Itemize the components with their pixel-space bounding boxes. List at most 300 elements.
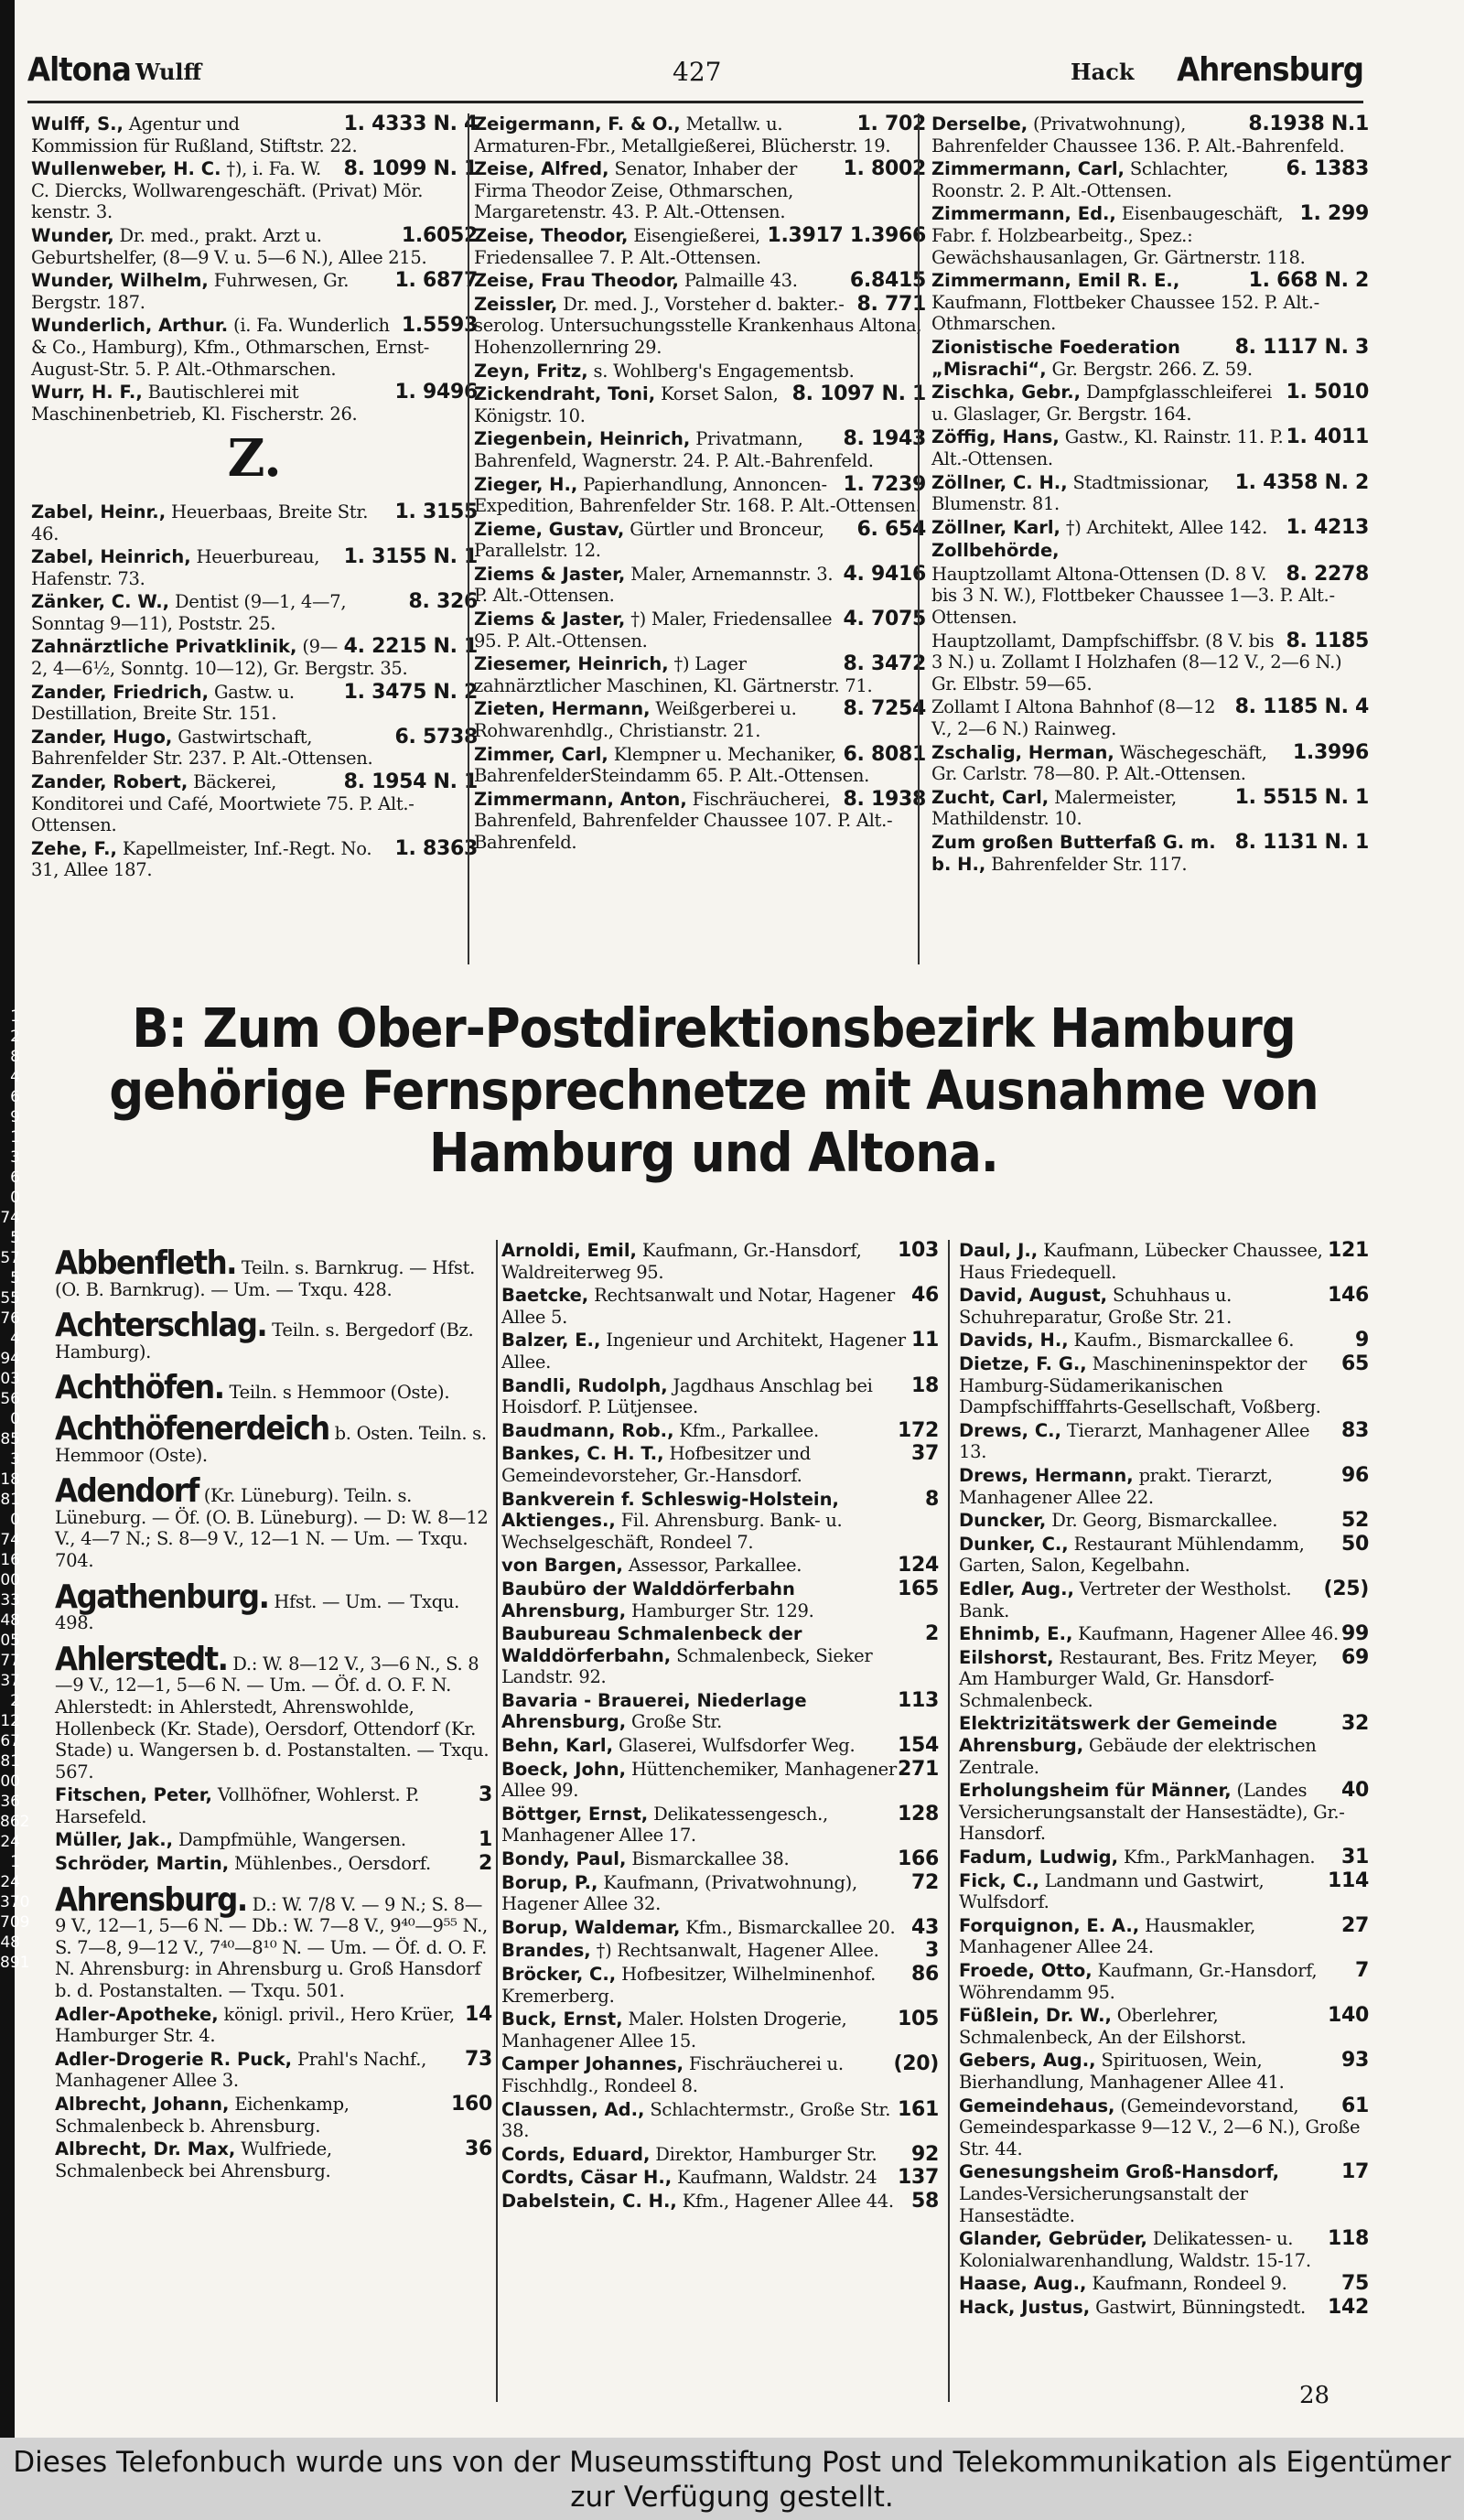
subscriber-name: Albrecht, Johann, (55, 2094, 230, 2115)
directory-entry (31, 501, 478, 544)
phone-number: 9 (1354, 1329, 1369, 1352)
directory-entry (931, 742, 1369, 785)
directory-entry (501, 1759, 939, 1802)
margin-fragment: 24 (0, 1833, 20, 1851)
directory-entry (501, 2099, 939, 2142)
directory-entry (55, 1240, 492, 1300)
directory-entry (31, 225, 478, 268)
margin-fragment: 370 (0, 1893, 30, 1912)
entry-details: (i. Fa. Wunderlich & Co., Hamburg), Kfm., Othmarschen, Ernst-August-Str. 5. P. Alt.-Othmarschen. (31, 315, 430, 380)
phone-number: 1.3917 1.3966 (767, 223, 926, 247)
phone-number: 83 (1340, 1418, 1369, 1442)
entry-details: Teiln. s. Bergedorf (Bz. Hamburg). (55, 1319, 474, 1362)
phone-number: 6. 5738 (394, 725, 478, 748)
entry-details: Bahrenfelder Str. 117. (991, 853, 1188, 875)
margin-fragment: 862 (0, 1813, 30, 1831)
margin-fragment: 12 (0, 1712, 20, 1730)
directory-entry (31, 270, 478, 313)
directory-entry (959, 2228, 1369, 2271)
entry-details: Große Str. (631, 1711, 723, 1733)
directory-entry (959, 1330, 1369, 1352)
subscriber-name: Zabel, Heinrich, (31, 546, 191, 568)
entry-details: Kaufmann, (Privatwohnung), Hagener Allee 32. (501, 1871, 857, 1915)
entry-details: Tierarzt, Manhagener Allee 13. (959, 1419, 1310, 1463)
bottom-page-number: 28 (1299, 2382, 1330, 2409)
directory-entry (501, 1285, 939, 1328)
subscriber-name: Wurr, H. F., (31, 382, 143, 404)
subscriber-name: Buck, Ernst, (501, 2008, 623, 2030)
margin-fragment: 36 (0, 1793, 20, 1811)
phone-number: (25) (1323, 1577, 1369, 1600)
section-b-heading: B: Zum Ober-Postdirektionsbezirk Hamburg gehörige Fernsprechnetze mit Ausnahme von Hamburg und Altona. (109, 996, 1319, 1184)
entry-details: Dentist (9—1, 4—7, Sonntag 9—11), Poststr. 25. (31, 591, 347, 634)
entry-list (31, 113, 478, 425)
phone-number: 105 (897, 2008, 939, 2031)
margin-fragment: 48 (0, 1611, 20, 1630)
directory-entry (55, 1877, 492, 2002)
letter-heading: Z. (227, 428, 282, 490)
margin-fragment: 67 (0, 1732, 20, 1750)
phone-number: 4. 7075 (843, 608, 926, 631)
entry-details: Ingenieur und Architekt, Hagener Allee. (501, 1330, 906, 1373)
directory-entry (501, 1964, 939, 2007)
entry-details: Hofbesitzer und Gemeindevorsteher, Gr.-Hansdorf. (501, 1443, 811, 1486)
subscriber-name: Bondy, Paul, (501, 1848, 627, 1870)
phone-number: 1. 4333 N. 4 (343, 113, 478, 135)
entry-details: Eisenbaugeschäft, Fabr. f. Holzbearbeitg., Spez.: Gewächshausanlagen, Gr. Gärtnerstr. 118. (931, 203, 1306, 268)
phone-number: 1. 5010 (1286, 381, 1369, 404)
entry-details: Hfst. — Um. — Txqu. 498. (55, 1590, 460, 1634)
directory-entry (501, 2191, 939, 2213)
subscriber-name: Bankverein f. Schleswig-Holstein, Aktienges., (501, 1488, 839, 1532)
entry-list (474, 113, 926, 854)
directory-entry (501, 1623, 939, 1688)
directory-entry (55, 2138, 492, 2181)
directory-entry (474, 113, 926, 156)
directory-entry (959, 1915, 1369, 1958)
subscriber-name: Brandes, (501, 1940, 591, 1962)
entry-details: Teiln. s Hemmoor (Oste). (229, 1382, 450, 1404)
directory-entry (501, 1375, 939, 1418)
directory-entry (959, 1647, 1369, 1712)
subscriber-name: Zischka, Gebr., (931, 382, 1082, 404)
subscriber-name: Borup, Waldemar, (501, 1916, 681, 1938)
header-page-number: 427 (673, 57, 722, 87)
phone-number: (20) (893, 2052, 939, 2076)
column-divider (948, 1240, 950, 2402)
phone-number: 161 (897, 2097, 939, 2121)
phone-number: 165 (897, 1577, 939, 1600)
entry-details: Agentur und Kommission für Rußland, Stiftstr. 22. (31, 113, 358, 156)
directory-entry (55, 2049, 492, 2092)
subscriber-name: Zollbehörde, (931, 540, 1060, 562)
subscriber-name: Zander, Friedrich, (31, 681, 210, 703)
entry-details: Senator, Inhaber der Firma Theodor Zeise, Othmarschen, Margaretenstr. 43. P. Alt.-Ottensen. (474, 158, 798, 223)
entry-details: D.: W. 7/8 V. — 9 N.; S. 8—9 V., 12—1, 5—6 N. — Db.: W. 7—8 V., 9⁴⁰—9⁵⁵ N., S. 7—8, 9—12 V., 7⁴⁰—8¹⁰ N. — Um. — Öf. d. O. F. N. Ahrensburg: in Ahrensburg u. Groß Hansdorf b. d. Postanstalten. — Txqu. 501. (55, 1893, 488, 2002)
margin-fragment: 48 (0, 1933, 20, 1952)
subscriber-name: Fick, C., (959, 1869, 1039, 1891)
directory-entry (501, 1872, 939, 1915)
column-b-top (474, 113, 926, 856)
directory-entry (959, 1510, 1369, 1532)
phone-number: 124 (897, 1554, 939, 1578)
entry-details: Kfm., Hagener Allee 44. (682, 2190, 894, 2212)
directory-entry (931, 832, 1369, 875)
margin-fragment: 55 (0, 1289, 20, 1308)
entry-details: Gastwirt, Bünningstedt. (1095, 2296, 1306, 2318)
entry-details: †), i. Fa. W. C. Diercks, Wollwarengeschäft. (Privat) Mör. kenstr. 3. (31, 158, 424, 223)
entry-details: Fil. Ahrensburg. Bank- u. Wechselgeschäft, Rondeel 7. (501, 1510, 843, 1553)
margin-fragment: 85 (0, 1430, 20, 1448)
entry-details: Schmalenbeck, Sieker Landstr. 92. (501, 1644, 873, 1688)
subscriber-name: Behn, Karl, (501, 1735, 614, 1757)
phone-number: 43 (910, 1915, 939, 1939)
phone-number: 93 (1340, 2049, 1369, 2073)
subscriber-name: Zander, Robert, (31, 771, 188, 793)
margin-fragment: 24 (0, 1873, 20, 1891)
subscriber-name: Cords, Eduard, (501, 2143, 651, 2165)
subscriber-name: Borup, P., (501, 1871, 598, 1893)
phone-number: 8 (924, 1487, 939, 1511)
subscriber-name: David, August, (959, 1285, 1108, 1307)
phone-number: 99 (1340, 1622, 1369, 1646)
phone-number: 8. 3472 (843, 652, 926, 676)
directory-entry (501, 1690, 939, 1733)
subscriber-name: Wullenweber, H. C. (31, 158, 221, 180)
entry-details: Landmann und Gastwirt, Wulfsdorf. (959, 1869, 1265, 1913)
column-a-top (31, 113, 478, 883)
phone-number: 8. 7254 (843, 697, 926, 721)
phone-number: 72 (910, 1870, 939, 1894)
directory-entry (931, 696, 1369, 739)
phone-number: 3 (478, 1783, 492, 1807)
subscriber-name: Zeigermann, F. & O., (474, 113, 681, 135)
margin-fragment: 4 (10, 1330, 20, 1348)
phone-number: 61 (1340, 2094, 1369, 2117)
entry-details: (9—2, 4—6½, Sonntg. 10—12), Gr. Bergstr. 35. (31, 636, 408, 680)
phone-number: 2 (478, 1852, 492, 1876)
phone-number: 1. 3155 (394, 500, 478, 523)
subscriber-name: Wunder, (31, 224, 114, 246)
phone-number: 50 (1340, 1532, 1369, 1556)
phone-number: 8. 1099 N. 1 (343, 157, 478, 181)
margin-fragment: 1 (10, 1853, 20, 1871)
phone-number: 1. 8363 (394, 836, 478, 860)
phone-number: 1. 8002 (843, 157, 926, 181)
margin-fragment: 3 (10, 1450, 20, 1469)
page-header (27, 46, 1363, 92)
phone-number: 1.6052 (401, 223, 478, 247)
directory-entry (959, 1870, 1369, 1913)
entry-details: Delikatessengesch., Manhagener Allee 17. (501, 1803, 828, 1847)
directory-entry (959, 1534, 1369, 1577)
directory-entry (931, 337, 1369, 380)
phone-number: 36 (464, 2138, 492, 2161)
directory-entry (959, 1240, 1369, 1283)
subscriber-name: Zieten, Hermann, (474, 698, 651, 720)
subscriber-name: Froede, Otto, (959, 1960, 1093, 1981)
subscriber-name: Zahnärztliche Privatklinik, (31, 636, 297, 658)
directory-entry (31, 113, 478, 156)
directory-entry (501, 1578, 939, 1621)
column-b-bottom (501, 1240, 939, 2214)
margin-fragment: 56 (0, 1390, 20, 1408)
entry-details: †) Rechtsanwalt, Hagener Allee. (596, 1940, 879, 1962)
entry-details: D.: W. 8—12 V., 3—6 N., S. 8—9 V., 12—1, 5—6 N. — Um. — Öf. d. O. F. N. Ahlerstedt: in Ahlerstedt, Ahrenswohlde, Hollenbeck (Kr. Stade), Oersdorf, Ottendorf (Kr. Stade) u. Wangersen b. d. Postanstalten. — Txqu. 567. (55, 1653, 490, 1782)
subscriber-name: Gebers, Aug., (959, 2050, 1096, 2072)
entry-details: Kaufmann, Gr.-Hansdorf, Wöhrendamm 95. (959, 1960, 1318, 2003)
entry-details: (Landes Versicherungsanstalt der Hansestädte), Gr.-Hansdorf. (959, 1780, 1345, 1845)
subscriber-name: Eilshorst, (959, 1646, 1054, 1668)
entry-details: Maler, Arnemannstr. 3. P. Alt.-Ottensen. (474, 563, 834, 607)
entry-details: Hauptzollamt Altona-Ottensen (D. 8 V. bis 3 N. W.), Flottbeker Chaussee 1—3. P. Alt.-Ottensen. (931, 563, 1335, 629)
entry-details: Restaurant Mühlendamm, Garten, Salon, Kegelbahn. (959, 1533, 1305, 1577)
directory-entry (474, 383, 926, 426)
entry-details: Jagdhaus Anschlag bei Hoisdorf. P. Lütjensee. (501, 1374, 873, 1418)
entry-details: Vollhöfner, Wohlerst. P. Harsefeld. (55, 1784, 420, 1827)
entry-details: Palmaille 43. (684, 270, 798, 292)
subscriber-name: Böttger, Ernst, (501, 1803, 649, 1825)
entry-details: s. Wohlberg's Engagementsb. (593, 360, 855, 382)
entry-details: Hüttenchemiker, Manhagener Allee 99. (501, 1758, 897, 1802)
phone-number: 37 (910, 1442, 939, 1466)
directory-entry (931, 113, 1369, 156)
subscriber-name: Zänker, C. W., (31, 591, 170, 613)
phone-number: 146 (1327, 1284, 1369, 1308)
column-divider (468, 113, 469, 964)
subscriber-name: Glander, Gebrüder, (959, 2228, 1147, 2250)
margin-fragment: 94 (0, 1350, 20, 1368)
phone-number: 8. 1097 N. 1 (791, 382, 926, 406)
phone-number: 11 (910, 1329, 939, 1352)
subscriber-name: Drews, Hermann, (959, 1464, 1134, 1486)
directory-entry (31, 382, 478, 425)
subscriber-name: Cordts, Cäsar H., (501, 2167, 673, 2189)
phone-number: 1. 702 (856, 113, 926, 135)
directory-entry (959, 1713, 1369, 1778)
directory-entry (31, 838, 478, 881)
subscriber-name: Claussen, Ad., (501, 2098, 645, 2120)
directory-entry (501, 1420, 939, 1442)
subscriber-name: Baubureau Schmalenbeck der Walddörferbahn, (501, 1623, 802, 1666)
subscriber-name: Zimmermann, Carl, (931, 158, 1125, 180)
phone-number: 2 (924, 1622, 939, 1646)
margin-fragment: 9 (10, 1108, 20, 1126)
town-name: Ahlerstedt. (55, 1640, 228, 1678)
entry-details: Prahl's Nachf., Manhagener Allee 3. (55, 2048, 426, 2092)
entry-details: †) Lager zahnärztlicher Maschinen, Kl. Gärtnerstr. 71. (474, 653, 873, 696)
phone-number: 8. 1938 (843, 787, 926, 811)
margin-fragment: 76 (0, 1309, 20, 1328)
subscriber-name: Ziesemer, Heinrich, (474, 653, 669, 675)
directory-entry (501, 1240, 939, 1283)
subscriber-name: Zimmer, Carl, (474, 743, 608, 765)
entry-details: Privatmann, Bahrenfeld, Wagnerstr. 24. P. Alt.-Bahrenfeld. (474, 428, 874, 471)
phone-number: 8. 2278 (1286, 562, 1369, 586)
column-a-bottom (55, 1240, 492, 2183)
directory-entry (55, 2004, 492, 2047)
entry-details: Eisengießerei, Friedensallee 7. P. Alt.-Ottensen. (474, 224, 761, 268)
margin-fragment: 74 (0, 1531, 20, 1549)
directory-entry (931, 472, 1369, 515)
subscriber-name: Erholungsheim für Männer, (959, 1780, 1232, 1802)
phone-number: 69 (1340, 1645, 1369, 1669)
subscriber-name: Zeise, Frau Theodor, (474, 270, 679, 292)
subscriber-name: Zimmermann, Anton, (474, 788, 687, 810)
entry-details: Korset Salon, Königstr. 10. (474, 383, 779, 426)
entry-list (501, 1240, 939, 2213)
town-name: Agathenburg. (55, 1578, 269, 1616)
entry-details: Bäckerei, Konditorei und Café, Moortwiete 75. P. Alt.-Ottensen. (31, 771, 414, 836)
entry-details: Dr. med., prakt. Arzt u. Geburtshelfer, (8—9 V. u. 5—6 N.), Allee 215. (31, 224, 427, 268)
phone-number: 8. 326 (408, 590, 478, 614)
phone-number: 103 (897, 1239, 939, 1262)
margin-fragment: 8 (10, 1048, 20, 1066)
entry-details: Maschineninspektor der Hamburg-Südamerikanischen Dampfschifffahrts-Gesellschaft, Voßberg. (959, 1352, 1321, 1418)
directory-entry (931, 426, 1369, 469)
subscriber-name: Balzer, E., (501, 1330, 601, 1352)
entry-details: Kfm., ParkManhagen. (1123, 1847, 1316, 1868)
entry-details: Wäschegeschäft, Gr. Carlstr. 78—80. P. Alt.-Ottensen. (931, 741, 1267, 785)
margin-fragment: 5 (10, 1269, 20, 1287)
margin-fragment: 709 (0, 1913, 30, 1932)
entry-details: Dampfglasschleiferei u. Glaslager, Gr. Bergstr. 164. (931, 382, 1273, 425)
margin-fragment: 81 (0, 1491, 20, 1509)
subscriber-name: Genesungsheim Groß-Hansdorf, (959, 2161, 1280, 2183)
town-name: Ahrensburg. (55, 1880, 247, 1919)
phone-number: 8. 1185 (1286, 629, 1369, 652)
town-name: Achthöfen. (55, 1369, 224, 1407)
phone-number: 1. 4011 (1286, 425, 1369, 449)
directory-entry (931, 564, 1369, 629)
directory-entry (55, 1784, 492, 1827)
subscriber-name: Zum großen Butterfaß G. m. b. H., (931, 832, 1216, 875)
subscriber-name: Zander, Hugo, (31, 726, 173, 748)
margin-fragment: 6 (10, 1088, 20, 1106)
margin-fragment: 00 (0, 1772, 20, 1791)
town-name: Adendorf (55, 1472, 199, 1511)
margin-fragment: 5 (10, 1229, 20, 1247)
phone-number: 113 (897, 1688, 939, 1712)
phone-number: 154 (897, 1734, 939, 1758)
entry-details: Assessor, Parkallee. (628, 1555, 802, 1577)
entry-details: (Gemeindevorstand, Gemeindesparkasse 9—12 V., 2—6 N.), Große Str. 44. (959, 2095, 1361, 2159)
entry-details: Vertreter der Westholst. Bank. (959, 1578, 1292, 1621)
subscriber-name: Zabel, Heinr., (31, 501, 167, 522)
directory-entry (959, 2297, 1369, 2319)
directory-entry (931, 540, 1369, 562)
margin-fragment: 00 (0, 1571, 20, 1589)
subscriber-name: Ziems & Jaster, (474, 563, 626, 585)
directory-entry (55, 1853, 492, 1875)
phone-number: 160 (450, 2093, 492, 2116)
subscriber-name: Zehe, F., (31, 837, 117, 859)
entry-details: Hauptzollamt, Dampfschiffsbr. (8 V. bis 3 N.) u. Zollamt I Holzhafen (8—12 V., 2—6 N.) Gr. Elbstr. 59—65. (931, 630, 1342, 695)
entry-details: Kaufmann, Gr.-Hansdorf, Waldreiterweg 95. (501, 1240, 862, 1283)
phone-number: 86 (910, 1963, 939, 1986)
phone-number: 32 (1340, 1712, 1369, 1736)
directory-entry (474, 789, 926, 854)
directory-entry (474, 361, 926, 382)
entry-details: Glaserei, Wulfsdorfer Weg. (618, 1735, 856, 1757)
entry-list (931, 113, 1369, 875)
entry-details: †) Architekt, Allee 142. (1065, 516, 1267, 538)
directory-entry (931, 630, 1369, 695)
entry-details: Kfm., Parkallee. (679, 1419, 819, 1441)
subscriber-name: Haase, Aug., (959, 2273, 1087, 2295)
entry-details: Dr. Georg, Bismarckallee. (1051, 1510, 1278, 1532)
subscriber-name: Bavaria - Brauerei, Niederlage Ahrensburg, (501, 1689, 807, 1733)
phone-number: 18 (910, 1373, 939, 1397)
margin-fragment: 37 (0, 1672, 20, 1690)
margin-fragment: 81 (0, 1752, 20, 1771)
directory-entry (959, 2273, 1369, 2295)
entry-details: Stadtmissionar, Blumenstr. 81. (931, 471, 1210, 515)
subscriber-name: Adler-Drogerie R. Puck, (55, 2048, 293, 2070)
directory-entry (959, 2095, 1369, 2160)
phone-number: 96 (1340, 1463, 1369, 1487)
directory-entry (931, 203, 1369, 268)
subscriber-name: Ziegenbein, Heinrich, (474, 428, 691, 450)
directory-entry (959, 1780, 1369, 1845)
directory-entry (501, 1555, 939, 1577)
directory-entry (31, 771, 478, 836)
directory-entry (474, 428, 926, 471)
entry-details: Dampfmühle, Wangersen. (178, 1829, 406, 1851)
phone-number: 6.8415 (849, 269, 926, 293)
entry-details: Kaufmann, Lübecker Chaussee, Haus Friedequell. (959, 1240, 1323, 1283)
directory-entry (31, 682, 478, 725)
subscriber-name: Edler, Aug., (959, 1578, 1074, 1599)
subscriber-name: Fadum, Ludwig, (959, 1847, 1119, 1868)
directory-entry (31, 636, 478, 679)
subscriber-name: Ehnimb, E., (959, 1623, 1073, 1645)
directory-entry (931, 787, 1369, 830)
header-right-main: Ahrensburg (1177, 51, 1363, 89)
directory-entry (931, 382, 1369, 425)
subscriber-name: Daul, J., (959, 1240, 1039, 1261)
subscriber-name: Albrecht, Dr. Max, (55, 2138, 236, 2160)
entry-details: Klempner u. Mechaniker, BahrenfelderSteindamm 65. P. Alt.-Ottensen. (474, 743, 869, 787)
subscriber-name: Zickendraht, Toni, (474, 383, 656, 405)
directory-entry (31, 727, 478, 770)
entry-details: (Kr. Lüneburg). Teiln. s. Lüneburg. — Öf. (O. B. Lüneburg). — D: W. 8—12 V., 4—7 N.; S. 8—9 V., 12—1 N. — Um. — Txqu. 704. (55, 1485, 489, 1571)
directory-entry (959, 1353, 1369, 1418)
subscriber-name: Fitschen, Peter, (55, 1784, 212, 1806)
entry-details: (Privatwohnung), Bahrenfelder Chaussee 136. P. Alt.-Bahrenfeld. (931, 113, 1345, 156)
directory-entry (474, 698, 926, 741)
margin-fragment: 77 (0, 1652, 20, 1670)
entry-details: Malermeister, Mathildenstr. 10. (931, 786, 1177, 830)
phone-number: 1. 299 (1299, 202, 1369, 226)
margin-fragment: 0 (10, 1410, 20, 1428)
margin-fragment: 1 (10, 1128, 20, 1147)
directory-entry (501, 1735, 939, 1757)
entry-details: Gebäude der elektrischen Zentrale. (959, 1735, 1317, 1778)
entry-details: Kaufmann, Flottbeker Chaussee 152. P. Alt.-Othmarschen. (931, 291, 1319, 335)
directory-entry (31, 158, 478, 223)
phone-number: 1. 4213 (1286, 515, 1369, 539)
subscriber-name: Baudmann, Rob., (501, 1419, 674, 1441)
entry-details: Metallw. u. Armaturen-Fbr., Metallgießerei, Blücherstr. 19. (474, 113, 891, 156)
directory-entry (501, 1443, 939, 1486)
entry-details: Delikatessen- u. Kolonialwarenhandlung, Waldstr. 15-17. (959, 2228, 1311, 2271)
phone-number: 4. 2215 N. 1 (343, 635, 478, 659)
phone-number: 128 (897, 1802, 939, 1825)
entry-details: Spirituosen, Wein, Bierhandlung, Manhagener Allee 41. (959, 2050, 1285, 2093)
entry-details: Heuerbaas, Breite Str. 46. (31, 501, 369, 544)
entry-details: Schuhhaus u. Schuhreparatur, Große Str. 21. (959, 1285, 1233, 1328)
